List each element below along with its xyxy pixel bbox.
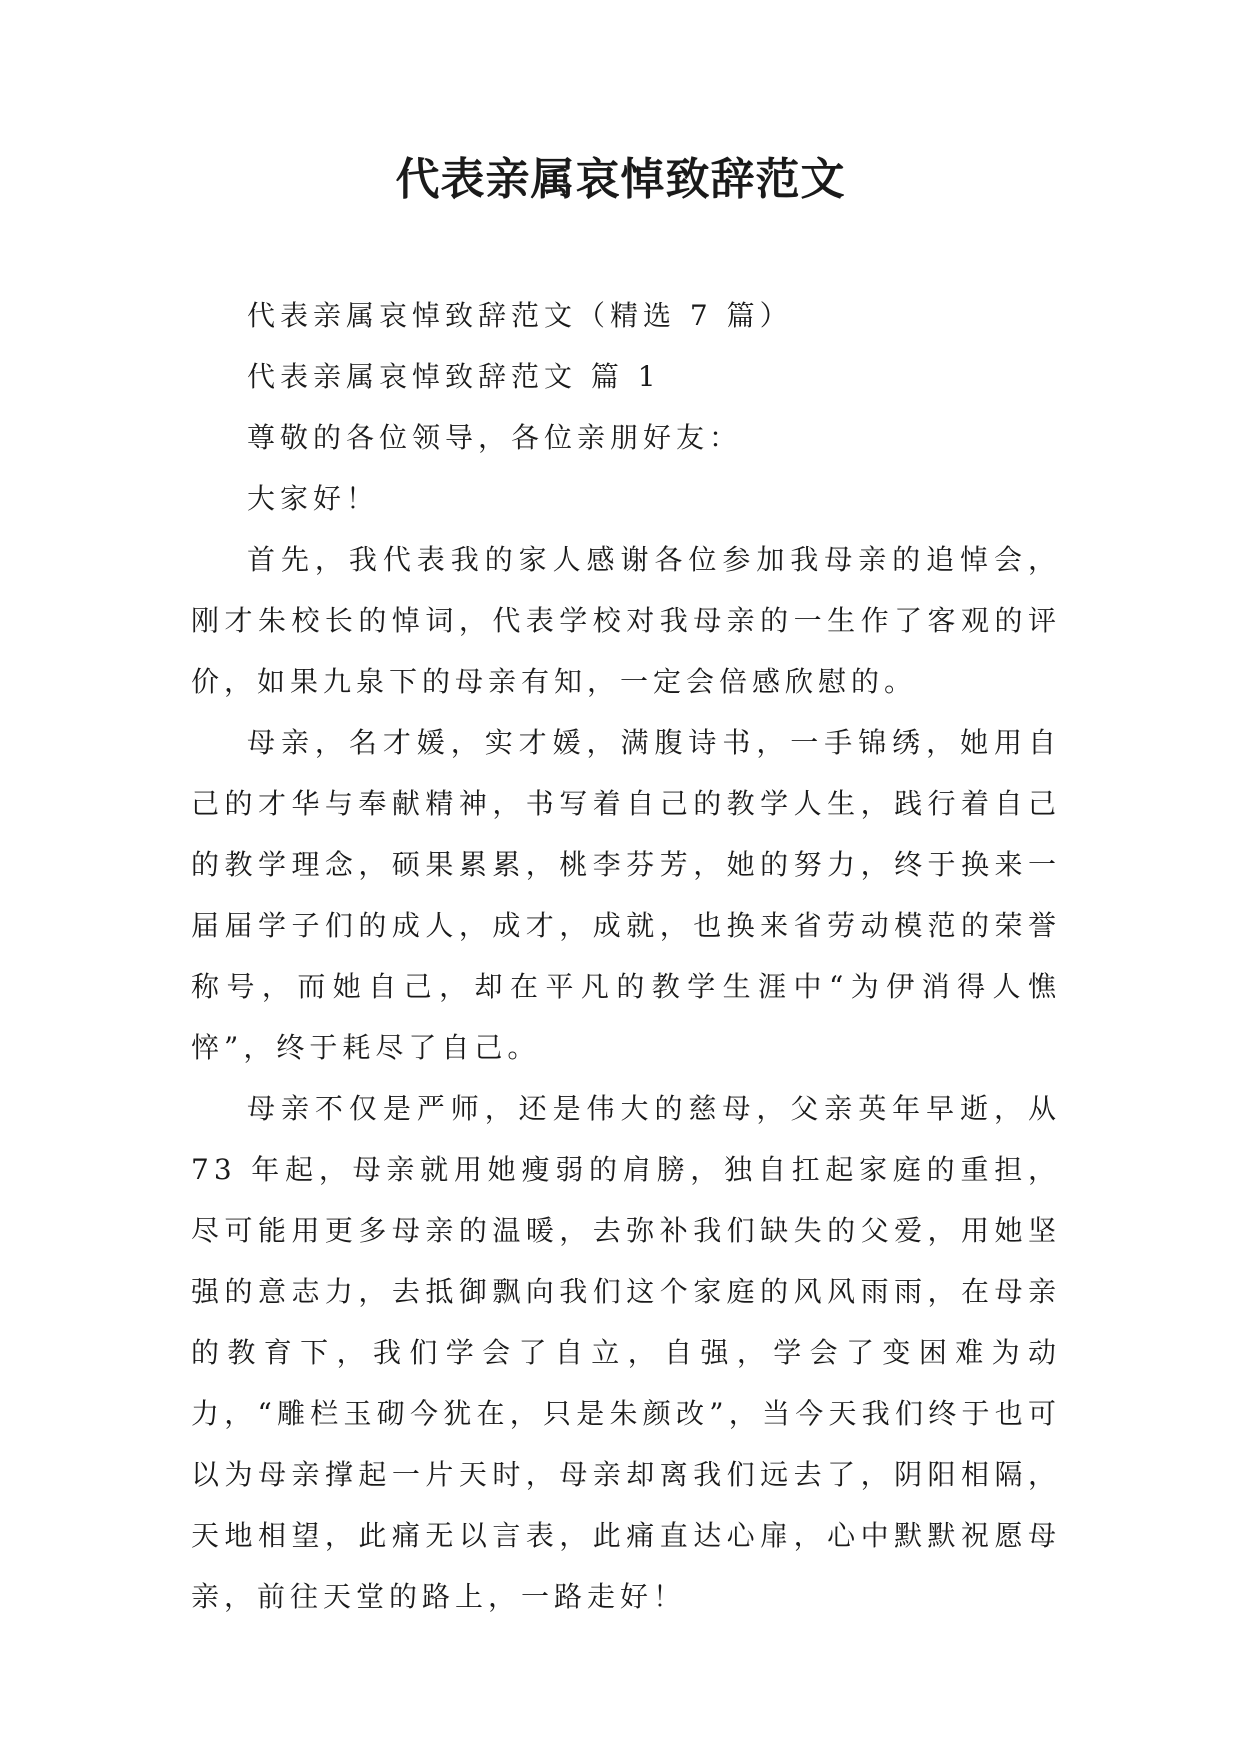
- paragraph-greeting: 大家好！: [247, 482, 380, 515]
- paragraph-salutation: 尊敬的各位领导，各位亲朋好友：: [247, 421, 743, 454]
- paragraph-collection-heading: 代表亲属哀悼致辞范文（精选 7 篇）: [247, 299, 793, 332]
- document-body: [191, 285, 1061, 1627]
- paragraph-body-2: 母亲，名才媛，实才媛，满腹诗书，一手锦绣，她用自己的才华与奉献精神，书写着自己的教学人生，践行着自己的教学理念，硕果累累，桃李芬芳，她的努力，终于换来一届届学子们的成人，成才，成就，也换来省劳动模范的荣誉称号，而她自己，却在平凡的教学生涯中“为伊消得人憔悴”，终于耗尽了自己。: [191, 726, 1061, 1064]
- paragraph-body-1: 首先，我代表我的家人感谢各位参加我母亲的追悼会，刚才朱校长的悼词，代表学校对我母亲的一生作了客观的评价，如果九泉下的母亲有知，一定会倍感欣慰的。: [191, 543, 1061, 698]
- document-title: 代表亲属哀悼致辞范文: [395, 154, 846, 205]
- paragraph-section-heading: 代表亲属哀悼致辞范文 篇 1: [247, 360, 661, 393]
- paragraph-body-3: 母亲不仅是严师，还是伟大的慈母，父亲英年早逝，从 73 年起，母亲就用她瘦弱的肩膀，独自扛起家庭的重担，尽可能用更多母亲的温暖，去弥补我们缺失的父爱，用她坚强的意志力，去抵御飘向我们这个家庭的风风雨雨，在母亲的教育下，我们学会了自立，自强，学会了变困难为动力，“雕栏玉砌今犹在，只是朱颜改”，当今天我们终于也可以为母亲撑起一片天时，母亲却离我们远去了，阴阳相隔，天地相望，此痛无以言表，此痛直达心扉，心中默默祝愿母亲，前往天堂的路上，一路走好！: [191, 1092, 1061, 1613]
